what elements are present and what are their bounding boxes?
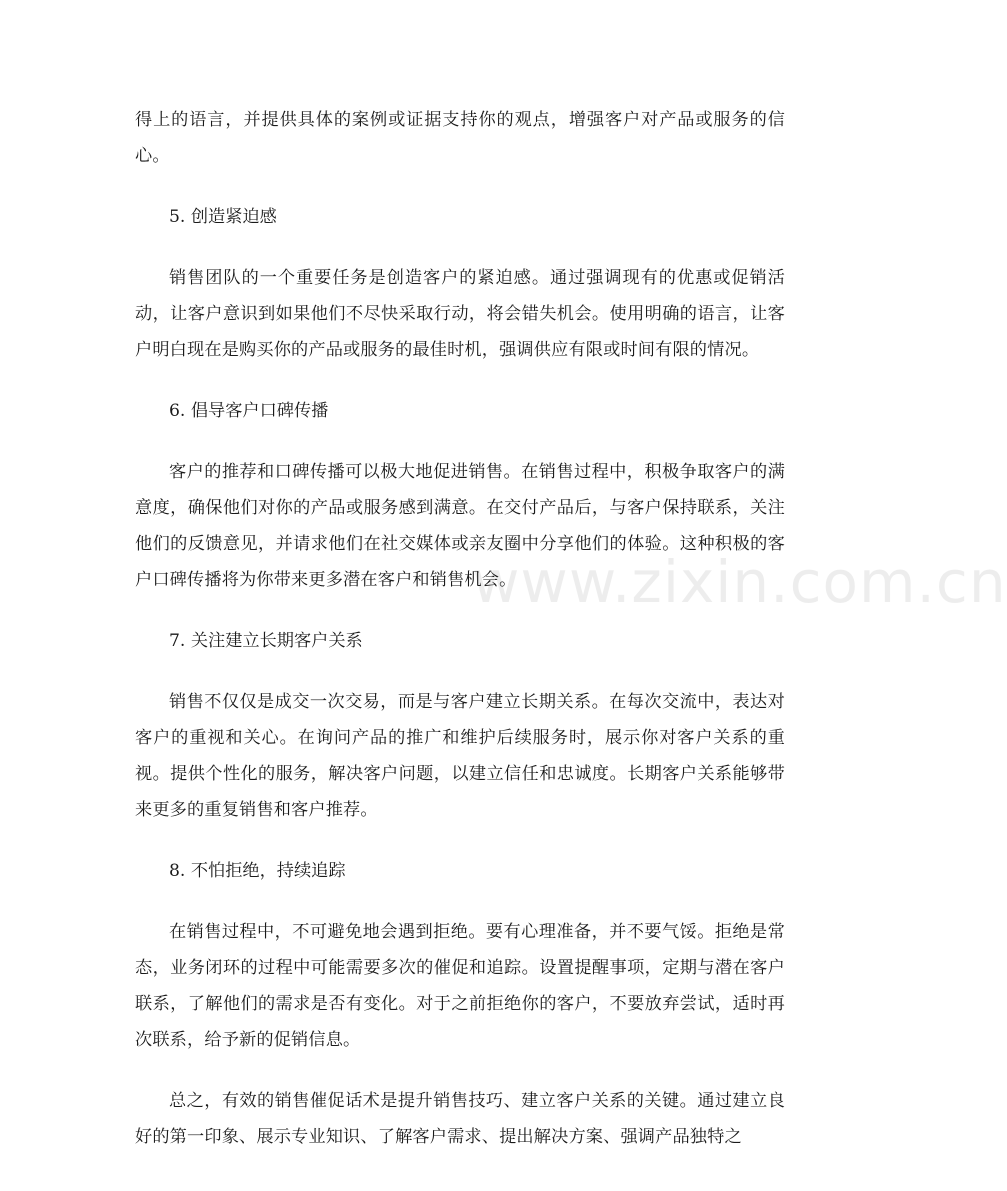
section-6-heading: 6. 倡导客户口碑传播: [169, 401, 329, 421]
conclusion-paragraph: 总之，有效的销售催促话术是提升销售技巧、建立客户关系的关键。通过建立良好的第一印象、展示专业知识、了解客户需求、提出解决方案、强调产品独特之: [135, 1091, 785, 1147]
section-5-heading: 5. 创造紧迫感: [169, 207, 277, 227]
section-7-body: 销售不仅仅是成交一次交易，而是与客户建立长期关系。在每次交流中，表达对客户的重视和关心。在询问产品的推广和维护后续服务时，展示你对客户关系的重视。提供个性化的服务，解决客户问题，以建立信任和忠诚度。长期客户关系能够带来更多的重复销售和客户推荐。: [135, 692, 785, 820]
section-6-body: 客户的推荐和口碑传播可以极大地促进销售。在销售过程中，积极争取客户的满意度，确保他们对你的产品或服务感到满意。在交付产品后，与客户保持联系，关注他们的反馈意见，并请求他们在社交媒体或亲友圈中分享他们的体验。这种积极的客户口碑传播将为你带来更多潜在客户和销售机会。: [135, 462, 785, 590]
watermark-text: www.zixin.com.cn: [472, 548, 1007, 616]
document-body: [135, 102, 785, 1155]
section-8-heading: 8. 不怕拒绝，持续追踪: [169, 861, 346, 881]
section-5-body: 销售团队的一个重要任务是创造客户的紧迫感。通过强调现有的优惠或促销活动，让客户意识到如果他们不尽快采取行动，将会错失机会。使用明确的语言，让客户明白现在是购买你的产品或服务的最佳时机，强调供应有限或时间有限的情况。: [135, 268, 785, 360]
paragraph-intro-continuation: 得上的语言，并提供具体的案例或证据支持你的观点，增强客户对产品或服务的信心。: [135, 110, 785, 166]
section-7-heading: 7. 关注建立长期客户关系: [169, 631, 363, 651]
section-8-body: 在销售过程中，不可避免地会遇到拒绝。要有心理准备，并不要气馁。拒绝是常态，业务闭环的过程中可能需要多次的催促和追踪。设置提醒事项，定期与潜在客户联系，了解他们的需求是否有变化。对于之前拒绝你的客户，不要放弃尝试，适时再次联系，给予新的促销信息。: [135, 922, 785, 1050]
